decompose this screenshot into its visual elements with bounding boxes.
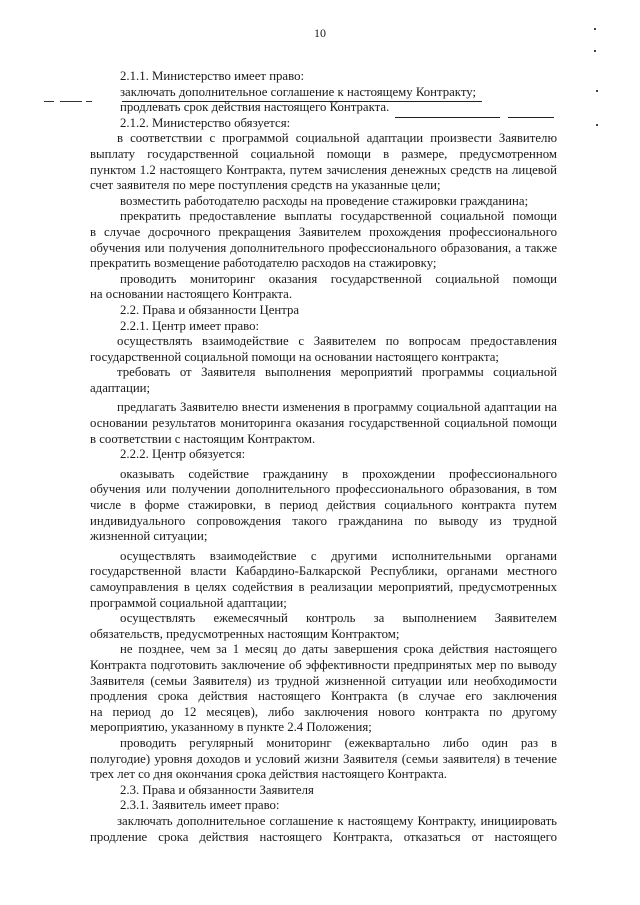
text-line: заключать дополнительное соглашение к настоящему Контракту, инициировать [117, 813, 557, 828]
text-line: проводить мониторинг оказания государственной социальной помощи [120, 271, 557, 286]
text-line: индивидуального сопровождения такого гражданина по выводу из трудной [90, 513, 557, 528]
text-line: осуществлять взаимодействие с другими исполнительными органами [120, 548, 557, 563]
text-line: числе в форме стажировки, в период действия социального контракта путем [90, 498, 557, 513]
section-heading: 2.3.1. Заявитель имеет право: [120, 798, 280, 813]
text-line: основании результатов мониторинга оказания государственной социальной помощи [90, 416, 557, 431]
text-line: обязательств, предусмотренных настоящим Контрактом; [90, 626, 400, 641]
text-line: прекратить предоставление выплаты государственной социальной помощи [120, 209, 557, 224]
text-line: самоуправления в целях содействия в реализации мероприятий, предусмотренных [90, 580, 557, 594]
text-line: прекратить возмещение работодателю расходов на стажировку; [90, 256, 437, 271]
text-line: полугодие) уровня доходов и условий жизни Заявителя (семьи заявителя) в течение [90, 751, 557, 766]
section-heading: 2.2.1. Центр имеет право: [120, 318, 260, 333]
text-line: государственной социальной помощи на основании настоящего контракта; [90, 349, 499, 364]
text-line: выплату государственной социальной помощи в размере, предусмотренном [90, 146, 557, 161]
scan-dot [596, 124, 598, 126]
document-body [90, 69, 557, 845]
text-line: не позднее, чем за 1 месяц до даты завершения срока действия настоящего [120, 642, 557, 657]
text-line: продлевать срок действия настоящего Контракта. [120, 100, 390, 115]
section-heading: 2.2.2. Центр обязуется: [120, 447, 246, 462]
scan-dot [594, 50, 596, 52]
text-line: продление срока действия настоящего Контракта, отказаться от настоящего [90, 829, 557, 844]
text-line: жизненной ситуации; [90, 529, 208, 544]
section-heading: 2.1.2. Министерство обязуется: [120, 115, 291, 130]
text-line: Заявителя (семьи Заявителя) из трудной жизненной ситуации или необходимости [90, 673, 557, 688]
text-line: в соответствии с настоящим Контрактом. [90, 431, 316, 446]
text-line: государственной власти Кабардино-Балкарской Республики, органами местного [90, 564, 557, 579]
scan-dot [594, 28, 596, 30]
text-line: осуществлять ежемесячный контроль за выполнением Заявителем [120, 611, 557, 626]
text-line: на период до 12 месяцев), либо заключения нового контракта по другому [90, 704, 557, 719]
text-line: в случае досрочного прекращения Заявителем прохождения профессионального [90, 224, 557, 239]
text-line: обучения или получении дополнительного профессионального образования, в том [90, 482, 557, 497]
scan-mark [44, 101, 54, 102]
section-heading: 2.1.1. Министерство имеет право: [120, 69, 305, 83]
text-line: счет заявителя по мере поступления средств на указанные цели; [90, 178, 441, 193]
text-line: Контракта подготовить заключение об эффективности предпринятых мер по выводу [90, 657, 557, 672]
text-line: обучения или получения дополнительного профессионального образования, а также [90, 240, 557, 255]
text-line: в соответствии с программой социальной адаптации произвести Заявителю [117, 131, 557, 146]
text-line: требовать от Заявителя выполнения мероприятий программы социальной [117, 365, 557, 380]
text-line: мероприятию, указанному в пункте 2.4 Положения; [90, 720, 372, 735]
text-line: осуществлять взаимодействие с Заявителем по вопросам предоставления [117, 334, 557, 349]
text-line: пунктом 1.2 настоящего Контракта, путем зачисления денежных средств на лицевой [90, 162, 557, 177]
section-heading: 2.3. Права и обязанности Заявителя [120, 782, 314, 797]
text-line: продления срока действия настоящего Контракта (в случае его заключения [90, 689, 557, 704]
text-line: предлагать Заявителю внести изменения в программу социальной адаптации на [117, 400, 557, 415]
text-line: возместить работодателю расходы на проведение стажировки гражданина; [120, 193, 529, 208]
scan-mark [60, 101, 82, 102]
text-line: на основании настоящего Контракта. [90, 287, 293, 302]
text-line: заключать дополнительное соглашение к настоящему Контракту; [120, 84, 477, 99]
page-number: 10 [314, 26, 326, 40]
section-heading: 2.2. Права и обязанности Центра [120, 302, 300, 317]
text-line: трех лет со дня окончания срока действия настоящего Контракта. [90, 767, 447, 782]
text-line: программой социальной адаптации; [90, 595, 287, 610]
text-line: проводить регулярный мониторинг (ежеквартально либо один раз в [120, 735, 557, 750]
scan-dot [596, 90, 598, 92]
text-line: оказывать содействие гражданину в прохождении профессионального [120, 466, 557, 481]
text-line: адаптации; [90, 380, 151, 395]
